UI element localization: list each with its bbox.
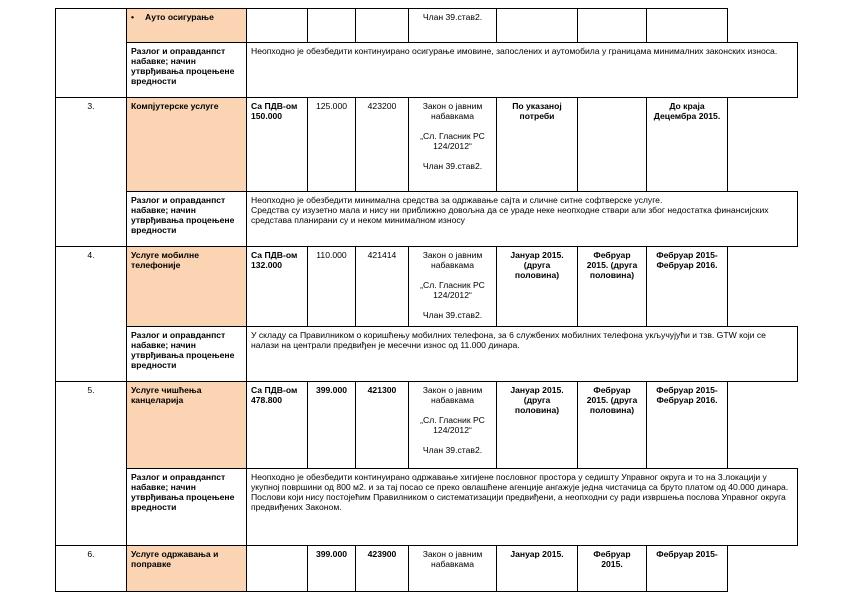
value-with-vat: Са ПДВ-ом 132.000 [247, 247, 308, 327]
justification-row [56, 192, 798, 247]
justification-label: Разлог и оправданпст набавке; начин утврђивања процењене вредности [127, 327, 247, 382]
table-row [56, 98, 798, 192]
service-name [127, 98, 247, 192]
legal-basis-line: Закон о јавним набавкама [422, 549, 483, 569]
legal-basis-line: Члан 39.став2. [422, 161, 483, 171]
service-name [127, 9, 247, 43]
legal-basis-line: „Сл. Гласник РС 124/2012“ [420, 415, 485, 435]
service-name-text: Ауто осигурање [145, 12, 214, 22]
row-number: 4. [56, 247, 127, 382]
end-date: Фебруар 2015- [647, 546, 728, 592]
justification-text [247, 43, 798, 98]
row-number: 6. [56, 546, 127, 592]
table-row [56, 382, 798, 469]
justification-paragraph: Неопходно је обезбедити минимална средства за одржавање сајта и сличне ситне софтверске услуге. [251, 195, 663, 205]
justification-text [247, 192, 798, 247]
row-number [56, 9, 127, 98]
contract-date: Фебруар 2015. (друга половина) [578, 382, 647, 469]
justification-paragraph: У складу са Правилником о коришћењу мобилних телефона, за 6 службених мобилних телефона укључујући и тзв. GTW који се налази на централи предвиђен је месечни износ од 11.000 динара. [251, 330, 766, 350]
legal-basis [409, 98, 497, 192]
justification-label: Разлог и оправданпст набавке; начин утврђивања процењене вредности [127, 469, 247, 546]
amount: 399.000 [308, 546, 356, 592]
table-row [56, 9, 798, 43]
justification-text [247, 469, 798, 546]
justification-paragraph: Послови који нису постојећим Правилником о систематизацији предвиђени, а неопходни су ради извршења послова Управног округа предвиђених Законом. [251, 492, 786, 512]
procurement-plan-table [55, 8, 798, 592]
start-date: По указаној потреби [497, 98, 578, 192]
justification-paragraph: Неопходно је обезбедити континуирано одржавање хигијене пословног простора у седишту Управног округа и то на 3.локацији у укупној површини од 800 м2. и за тај посао се преко овлашћене агенције ангажује једна чистачица са бруто платом од 40.000 динара. [251, 472, 789, 492]
end-date: Фебруар 2015-Фебруар 2016. [647, 382, 728, 469]
start-date: Јануар 2015. (друга половина) [497, 247, 578, 327]
amount [308, 9, 356, 43]
contract-date: Фебруар 2015. (друга половина) [578, 247, 647, 327]
row-number: 5. [56, 382, 127, 546]
service-name [127, 247, 247, 327]
row-number: 3. [56, 98, 127, 247]
service-name [127, 382, 247, 469]
service-name-text: Услуге одржавања и поправке [131, 549, 219, 569]
account-code: 421414 [356, 247, 409, 327]
account-code: 421300 [356, 382, 409, 469]
account-code: 423900 [356, 546, 409, 592]
contract-date [578, 9, 647, 43]
value-with-vat [247, 546, 308, 592]
start-date: Јануар 2015. [497, 546, 578, 592]
value-with-vat: Са ПДВ-ом 150.000 [247, 98, 308, 192]
legal-basis-line: Закон о јавним набавкама [422, 101, 483, 121]
service-name [127, 546, 247, 592]
justification-row [56, 43, 798, 98]
service-name-text: Компјутерске услуге [131, 101, 219, 111]
bullet-icon: • [131, 12, 135, 22]
legal-basis [409, 382, 497, 469]
justification-row [56, 327, 798, 382]
end-date [647, 9, 728, 43]
table-row [56, 247, 798, 327]
legal-basis-line: Члан 39.став2. [422, 445, 483, 455]
justification-row [56, 469, 798, 546]
account-code [356, 9, 409, 43]
end-date: Фебруар 2015-Фебруар 2016. [647, 247, 728, 327]
legal-basis-line: Члан 39.став2. [422, 310, 483, 320]
start-date: Јануар 2015. (друга половина) [497, 382, 578, 469]
legal-basis [409, 247, 497, 327]
legal-basis [409, 9, 497, 43]
end-date: До краја Децембра 2015. [647, 98, 728, 192]
legal-basis [409, 546, 497, 592]
justification-paragraph: Средства су изузетно мала и нису ни приближно довољна да се ураде неке неопходне ствари али због недостатка финансијских средстава планирани су и неком минималном износу [251, 205, 769, 225]
start-date [497, 9, 578, 43]
value-with-vat [247, 9, 308, 43]
legal-basis-line: Члан 39.став2. [422, 12, 483, 22]
contract-date: Фебруар 2015. [578, 546, 647, 592]
justification-paragraph: Неопходно је обезбедити континуирано осигурање имовине, запослених и аутомобила у границама минималних законских износа. [251, 46, 778, 56]
amount: 110.000 [308, 247, 356, 327]
justification-label: Разлог и оправданпст набавке; начин утврђивања процењене вредности [127, 43, 247, 98]
account-code: 423200 [356, 98, 409, 192]
amount: 399.000 [308, 382, 356, 469]
service-name-text: Услуге чишћења канцеларија [131, 385, 202, 405]
table-row [56, 546, 798, 592]
amount: 125.000 [308, 98, 356, 192]
contract-date [578, 98, 647, 192]
justification-label: Разлог и оправданпст набавке; начин утврђивања процењене вредности [127, 192, 247, 247]
value-with-vat: Са ПДВ-ом 478.800 [247, 382, 308, 469]
legal-basis-line: Закон о јавним набавкама [422, 385, 483, 405]
justification-text [247, 327, 798, 382]
legal-basis-line: „Сл. Гласник РС 124/2012“ [420, 280, 485, 300]
legal-basis-line: „Сл. Гласник РС 124/2012“ [420, 131, 485, 151]
service-name-text: Услуге мобилне телефоније [131, 250, 199, 270]
legal-basis-line: Закон о јавним набавкама [422, 250, 483, 270]
